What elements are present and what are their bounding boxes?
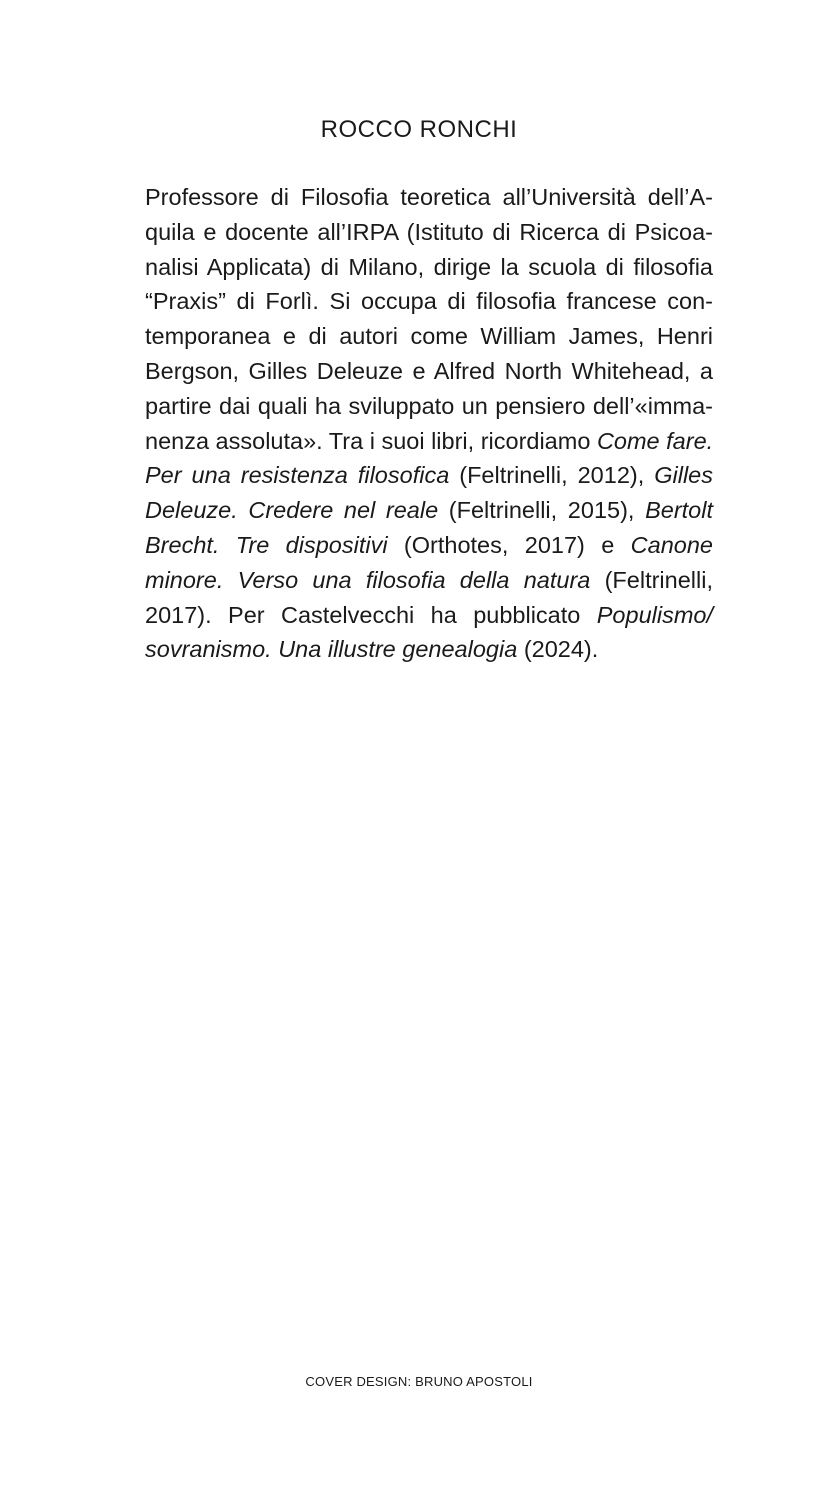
book-title: Per una resistenza filosofica (145, 462, 450, 489)
bio-line (145, 319, 713, 354)
bio-line (145, 598, 713, 633)
bio-text: “Praxis” di Forlì. Si occupa di filosofia francese con- (145, 288, 713, 315)
cover-design-credit: COVER DESIGN: BRUNO APOSTOLI (305, 1374, 533, 1389)
bio-line (145, 389, 713, 424)
bio-text: partire dai quali ha sviluppato un pensiero dell’«imma- (145, 392, 713, 419)
book-title: Deleuze. Credere nel reale (145, 497, 439, 524)
bio-text: (Feltrinelli, 2012), (449, 462, 655, 489)
bio-line (145, 528, 713, 563)
bio-line (145, 458, 713, 493)
bio-line (145, 563, 713, 598)
bio-line (145, 180, 713, 215)
bio-text: quila e docente all’IRPA (Istituto di Ricerca di Psicoa- (145, 218, 713, 245)
book-title: Gilles (654, 462, 713, 489)
bio-line (145, 250, 713, 285)
book-title: Canone (630, 531, 713, 558)
author-name: ROCCO RONCHI (320, 116, 518, 143)
book-title: minore. Verso una filosofia della natura (145, 566, 591, 593)
bio-text: nalisi Applicata) di Milano, dirige la scuola di filosofia (145, 253, 713, 280)
book-title: Populismo/ (596, 601, 713, 628)
bio-text: 2017). Per Castelvecchi ha pubblicato (145, 601, 597, 628)
author-biography (145, 180, 713, 667)
book-title: sovranismo. Una illustre genealogia (145, 636, 518, 663)
bio-text: (Orthotes, 2017) e (387, 531, 631, 558)
bio-line (145, 493, 713, 528)
bio-text: (Feltrinelli, 2015), (438, 497, 646, 524)
bio-line (145, 284, 713, 319)
bio-text: (Feltrinelli, (590, 566, 713, 593)
bio-line (145, 424, 713, 459)
book-title: Bertolt (645, 497, 713, 524)
bio-line (145, 632, 713, 667)
bio-line (145, 215, 713, 250)
bio-text: nenza assoluta». Tra i suoi libri, ricordiamo (145, 427, 597, 454)
book-title: Come fare. (596, 427, 714, 454)
bio-text: temporanea e di autori come William James, Henri (145, 323, 713, 350)
bio-text: (2024). (517, 636, 599, 663)
bio-text: Bergson, Gilles Deleuze e Alfred North Whitehead, a (145, 357, 713, 384)
book-title: Brecht. Tre dispositivi (145, 531, 388, 558)
bio-text: Professore di Filosofia teoretica all’Università dell’A- (145, 184, 713, 210)
bio-line (145, 354, 713, 389)
